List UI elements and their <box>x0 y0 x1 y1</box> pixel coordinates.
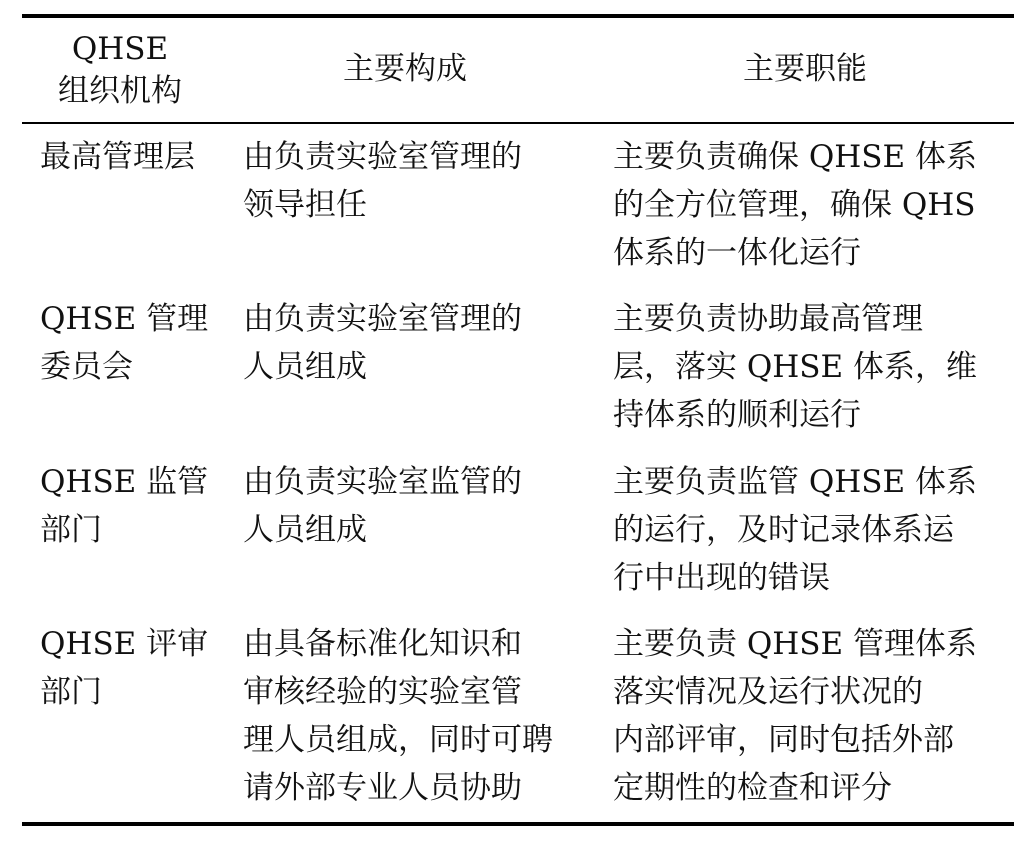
row-4-org-line: QHSE 评审 <box>40 626 209 662</box>
row-3-composition-line: 人员组成 <box>243 512 367 548</box>
table-top-rule <box>22 14 1014 18</box>
row-1-function-line: 的全方位管理，确保 QHS <box>613 187 976 223</box>
row-2-org-line: 委员会 <box>40 349 133 385</box>
row-1-function <box>613 133 977 277</box>
row-4-composition-line: 请外部专业人员协助 <box>243 770 522 806</box>
row-3-function-line: 主要负责监管 QHSE 体系 <box>613 464 978 500</box>
row-2-org-line: QHSE 管理 <box>40 301 209 337</box>
row-2-composition-line: 由负责实验室管理的 <box>243 301 522 337</box>
row-2-function <box>613 295 977 439</box>
header-org-line: QHSE <box>71 31 169 67</box>
row-1-org-line: 最高管理层 <box>40 139 195 175</box>
row-4-org <box>40 620 208 716</box>
table-bottom-rule <box>22 822 1014 826</box>
row-4-org-line: 部门 <box>40 674 102 710</box>
row-1-org <box>40 133 195 181</box>
row-3-org-line: QHSE 监管 <box>40 464 209 500</box>
row-4-function <box>613 620 977 812</box>
row-4-composition-line: 理人员组成，同时可聘 <box>243 722 553 758</box>
row-2-composition <box>243 295 522 391</box>
row-3-function <box>613 458 977 602</box>
row-3-org-line: 部门 <box>40 512 102 548</box>
row-2-composition-line: 人员组成 <box>243 349 367 385</box>
header-org <box>30 28 210 112</box>
row-3-composition <box>243 458 522 554</box>
row-1-composition <box>243 133 522 229</box>
row-2-function-line: 主要负责协助最高管理 <box>613 301 923 337</box>
row-4-composition-line: 审核经验的实验室管 <box>243 674 522 710</box>
row-3-composition-line: 由负责实验室监管的 <box>243 464 522 500</box>
row-2-org <box>40 295 208 391</box>
row-2-function-line: 层，落实 QHSE 体系，维 <box>613 349 978 385</box>
row-1-function-line: 主要负责确保 QHSE 体系 <box>613 139 978 175</box>
header-org-line: 组织机构 <box>58 73 182 109</box>
row-3-org <box>40 458 208 554</box>
row-3-function-line: 行中出现的错误 <box>613 560 830 596</box>
header-function <box>600 48 1010 90</box>
row-3-function-line: 的运行，及时记录体系运 <box>613 512 954 548</box>
table-header-rule <box>22 122 1014 124</box>
row-1-function-line: 体系的一体化运行 <box>613 235 861 271</box>
row-4-function-line: 定期性的检查和评分 <box>613 770 892 806</box>
row-4-function-line: 主要负责 QHSE 管理体系 <box>613 626 978 662</box>
row-1-composition-line: 由负责实验室管理的 <box>243 139 522 175</box>
row-4-composition <box>243 620 553 812</box>
header-function-line: 主要职能 <box>743 51 867 87</box>
row-4-function-line: 内部评审，同时包括外部 <box>613 722 954 758</box>
header-composition <box>225 48 585 90</box>
row-4-composition-line: 由具备标准化知识和 <box>243 626 522 662</box>
header-composition-line: 主要构成 <box>343 51 467 87</box>
row-2-function-line: 持体系的顺利运行 <box>613 397 861 433</box>
row-4-function-line: 落实情况及运行状况的 <box>613 674 923 710</box>
row-1-composition-line: 领导担任 <box>243 187 367 223</box>
